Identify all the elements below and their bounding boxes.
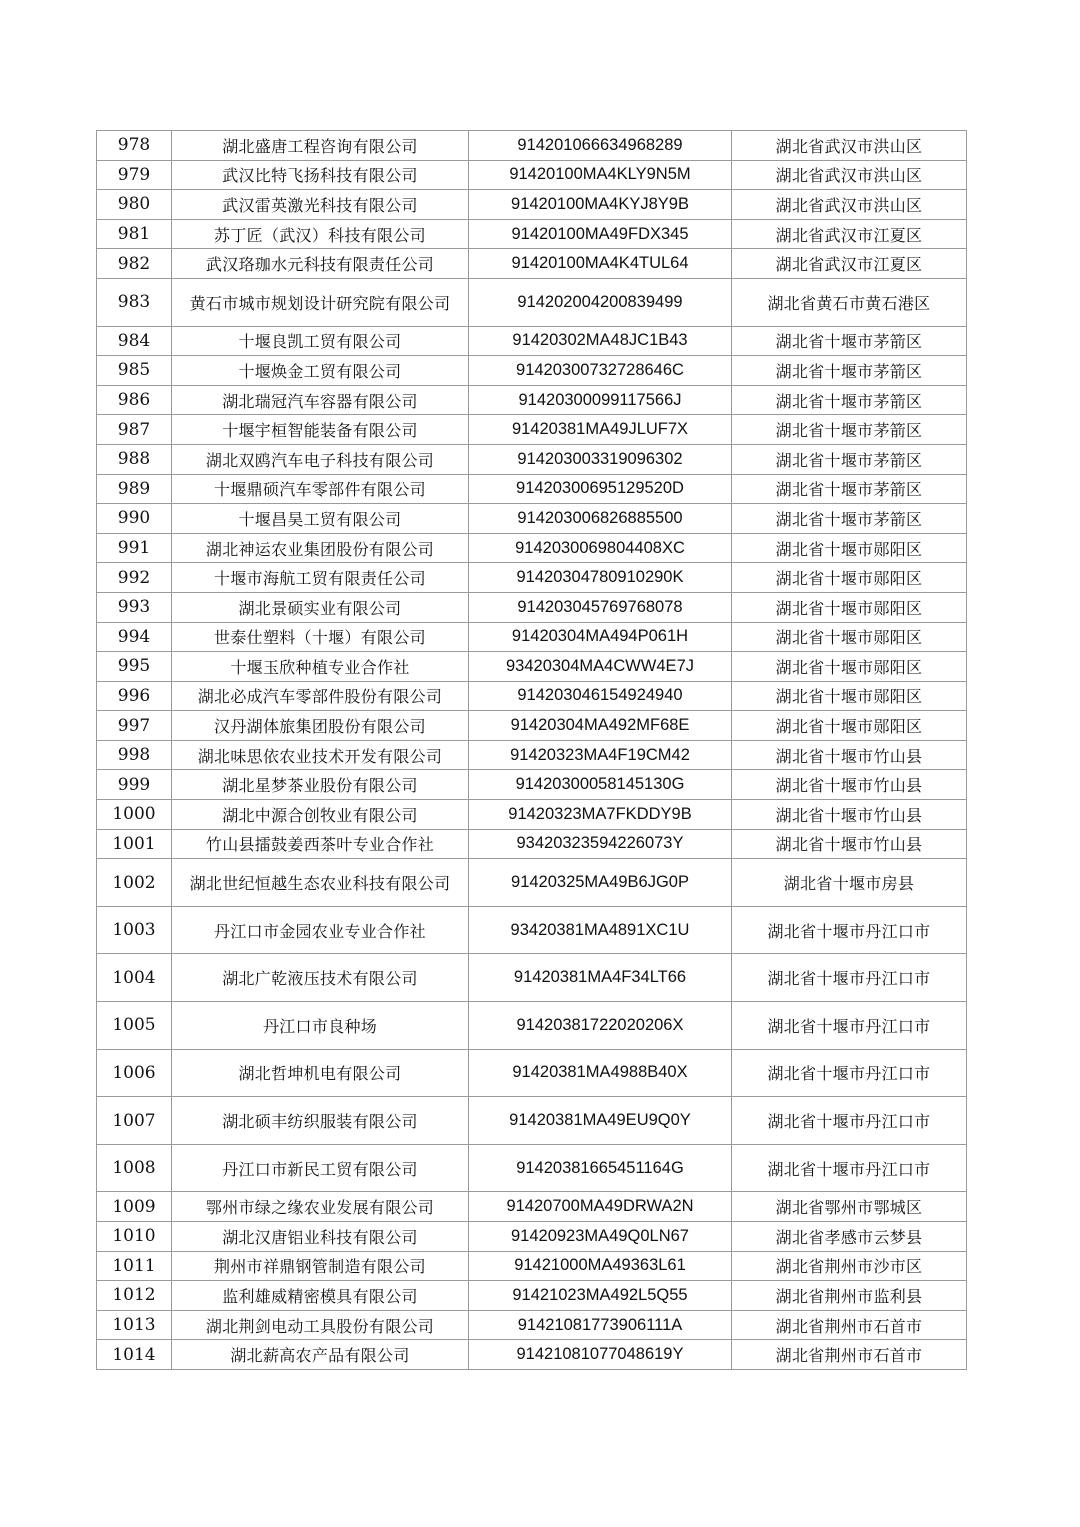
credit-code: 91420300058145130G xyxy=(469,770,732,800)
company-name: 十堰鼎硕汽车零部件有限公司 xyxy=(172,474,469,504)
row-number: 986 xyxy=(97,385,172,415)
company-name: 竹山县擂鼓姜西茶叶专业合作社 xyxy=(172,829,469,859)
table-row xyxy=(97,652,967,682)
company-name: 湖北世纪恒越生态农业科技有限公司 xyxy=(172,859,469,907)
company-address: 湖北省十堰市茅箭区 xyxy=(732,415,967,445)
company-name: 十堰良凯工贸有限公司 xyxy=(172,326,469,356)
company-address: 湖北省十堰市竹山县 xyxy=(732,829,967,859)
company-address: 湖北省十堰市竹山县 xyxy=(732,740,967,770)
company-address: 湖北省十堰市茅箭区 xyxy=(732,504,967,534)
table-row xyxy=(97,444,967,474)
company-name: 十堰市海航工贸有限责任公司 xyxy=(172,563,469,593)
company-name: 黄石市城市规划设计研究院有限公司 xyxy=(172,278,469,326)
row-number: 1004 xyxy=(97,954,172,1002)
company-address: 湖北省武汉市洪山区 xyxy=(732,131,967,161)
company-address: 湖北省十堰市竹山县 xyxy=(732,800,967,830)
row-number: 988 xyxy=(97,444,172,474)
table-row xyxy=(97,190,967,220)
credit-code: 91421081773906111A xyxy=(469,1310,732,1340)
table-row xyxy=(97,356,967,386)
table-row xyxy=(97,219,967,249)
company-name: 武汉比特飞扬科技有限公司 xyxy=(172,160,469,190)
credit-code: 91420381MA4988B40X xyxy=(469,1049,732,1097)
company-name: 武汉雷英激光科技有限公司 xyxy=(172,190,469,220)
credit-code: 91420381722020206X xyxy=(469,1002,732,1050)
credit-code: 91420100MA49FDX345 xyxy=(469,219,732,249)
table-row xyxy=(97,1002,967,1050)
company-address: 湖北省荆州市石首市 xyxy=(732,1310,967,1340)
company-address: 湖北省十堰市郧阳区 xyxy=(732,681,967,711)
company-address: 湖北省十堰市郧阳区 xyxy=(732,711,967,741)
credit-code: 91420381MA49EU9Q0Y xyxy=(469,1097,732,1145)
row-number: 1000 xyxy=(97,800,172,830)
company-name: 湖北盛唐工程咨询有限公司 xyxy=(172,131,469,161)
company-address: 湖北省十堰市郧阳区 xyxy=(732,533,967,563)
credit-code: 93420381MA4891XC1U xyxy=(469,906,732,954)
company-name: 湖北薪高农产品有限公司 xyxy=(172,1340,469,1370)
table-row xyxy=(97,859,967,907)
table-row xyxy=(97,1049,967,1097)
row-number: 994 xyxy=(97,622,172,652)
row-number: 1014 xyxy=(97,1340,172,1370)
table-row xyxy=(97,415,967,445)
credit-code: 91420300099117566J xyxy=(469,385,732,415)
company-address: 湖北省十堰市茅箭区 xyxy=(732,385,967,415)
company-name: 湖北味思依农业技术开发有限公司 xyxy=(172,740,469,770)
credit-code: 93420304MA4CWW4E7J xyxy=(469,652,732,682)
table-row xyxy=(97,800,967,830)
credit-code: 91420381MA4F34LT66 xyxy=(469,954,732,1002)
company-address: 湖北省十堰市丹江口市 xyxy=(732,1002,967,1050)
credit-code: 91420323MA7FKDDY9B xyxy=(469,800,732,830)
table-row xyxy=(97,533,967,563)
company-name: 丹江口市良种场 xyxy=(172,1002,469,1050)
row-number: 993 xyxy=(97,592,172,622)
company-address: 湖北省荆州市监利县 xyxy=(732,1281,967,1311)
company-name: 汉丹湖体旅集团股份有限公司 xyxy=(172,711,469,741)
table-row xyxy=(97,160,967,190)
row-number: 982 xyxy=(97,249,172,279)
table-row xyxy=(97,1310,967,1340)
company-address: 湖北省武汉市江夏区 xyxy=(732,219,967,249)
row-number: 983 xyxy=(97,278,172,326)
company-address: 湖北省十堰市竹山县 xyxy=(732,770,967,800)
table-row xyxy=(97,711,967,741)
credit-code: 914203003319096302 xyxy=(469,444,732,474)
table-row xyxy=(97,1097,967,1145)
credit-code: 9142030069804408XC xyxy=(469,533,732,563)
table-row xyxy=(97,249,967,279)
company-address: 湖北省十堰市郧阳区 xyxy=(732,622,967,652)
company-name: 湖北广乾液压技术有限公司 xyxy=(172,954,469,1002)
credit-code: 91421023MA492L5Q55 xyxy=(469,1281,732,1311)
company-address: 湖北省十堰市丹江口市 xyxy=(732,1097,967,1145)
company-table xyxy=(96,130,967,1370)
row-number: 1005 xyxy=(97,1002,172,1050)
row-number: 991 xyxy=(97,533,172,563)
credit-code: 914203045769768078 xyxy=(469,592,732,622)
row-number: 1011 xyxy=(97,1251,172,1281)
credit-code: 91420100MA4KLY9N5M xyxy=(469,160,732,190)
row-number: 978 xyxy=(97,131,172,161)
company-address: 湖北省十堰市房县 xyxy=(732,859,967,907)
table-row xyxy=(97,1340,967,1370)
company-name: 湖北星梦茶业股份有限公司 xyxy=(172,770,469,800)
credit-code: 91420325MA49B6JG0P xyxy=(469,859,732,907)
company-address: 湖北省十堰市茅箭区 xyxy=(732,326,967,356)
company-name: 十堰玉欣种植专业合作社 xyxy=(172,652,469,682)
credit-code: 914203046154924940 xyxy=(469,681,732,711)
company-name: 十堰昌昊工贸有限公司 xyxy=(172,504,469,534)
company-address: 湖北省十堰市郧阳区 xyxy=(732,652,967,682)
row-number: 984 xyxy=(97,326,172,356)
credit-code: 91420100MA4KYJ8Y9B xyxy=(469,190,732,220)
company-address: 湖北省黄石市黄石港区 xyxy=(732,278,967,326)
company-name: 湖北荆剑电动工具股份有限公司 xyxy=(172,1310,469,1340)
credit-code: 91421081077048619Y xyxy=(469,1340,732,1370)
row-number: 1008 xyxy=(97,1144,172,1192)
row-number: 985 xyxy=(97,356,172,386)
row-number: 980 xyxy=(97,190,172,220)
table-row xyxy=(97,622,967,652)
company-address: 湖北省鄂州市鄂城区 xyxy=(732,1192,967,1222)
company-address: 湖北省十堰市茅箭区 xyxy=(732,444,967,474)
table-row xyxy=(97,278,967,326)
row-number: 1007 xyxy=(97,1097,172,1145)
company-address: 湖北省武汉市洪山区 xyxy=(732,190,967,220)
company-name: 监利雄威精密模具有限公司 xyxy=(172,1281,469,1311)
company-table-body xyxy=(97,131,967,1370)
credit-code: 91420323MA4F19CM42 xyxy=(469,740,732,770)
row-number: 1013 xyxy=(97,1310,172,1340)
company-name: 湖北哲坤机电有限公司 xyxy=(172,1049,469,1097)
credit-code: 93420323594226073Y xyxy=(469,829,732,859)
company-address: 湖北省武汉市江夏区 xyxy=(732,249,967,279)
credit-code: 91420381665451164G xyxy=(469,1144,732,1192)
credit-code: 91420923MA49Q0LN67 xyxy=(469,1222,732,1252)
credit-code: 91420304MA492MF68E xyxy=(469,711,732,741)
row-number: 1009 xyxy=(97,1192,172,1222)
credit-code: 914203006826885500 xyxy=(469,504,732,534)
row-number: 992 xyxy=(97,563,172,593)
table-row xyxy=(97,740,967,770)
company-address: 湖北省十堰市丹江口市 xyxy=(732,1049,967,1097)
credit-code: 91420304780910290K xyxy=(469,563,732,593)
company-name: 湖北中源合创牧业有限公司 xyxy=(172,800,469,830)
company-address: 湖北省十堰市丹江口市 xyxy=(732,954,967,1002)
company-address: 湖北省武汉市洪山区 xyxy=(732,160,967,190)
table-row xyxy=(97,474,967,504)
credit-code: 91420300732728646C xyxy=(469,356,732,386)
credit-code: 91420700MA49DRWA2N xyxy=(469,1192,732,1222)
company-address: 湖北省十堰市丹江口市 xyxy=(732,906,967,954)
company-name: 荆州市祥鼎钢管制造有限公司 xyxy=(172,1251,469,1281)
credit-code: 91421000MA49363L61 xyxy=(469,1251,732,1281)
table-row xyxy=(97,681,967,711)
company-name: 湖北必成汽车零部件股份有限公司 xyxy=(172,681,469,711)
company-address: 湖北省十堰市郧阳区 xyxy=(732,563,967,593)
company-name: 湖北瑞冠汽车容器有限公司 xyxy=(172,385,469,415)
table-row xyxy=(97,954,967,1002)
table-row xyxy=(97,326,967,356)
row-number: 1010 xyxy=(97,1222,172,1252)
row-number: 1003 xyxy=(97,906,172,954)
table-row xyxy=(97,770,967,800)
row-number: 996 xyxy=(97,681,172,711)
company-address: 湖北省荆州市石首市 xyxy=(732,1340,967,1370)
row-number: 979 xyxy=(97,160,172,190)
credit-code: 91420300695129520D xyxy=(469,474,732,504)
row-number: 1001 xyxy=(97,829,172,859)
company-name: 湖北景硕实业有限公司 xyxy=(172,592,469,622)
row-number: 1012 xyxy=(97,1281,172,1311)
table-row xyxy=(97,829,967,859)
table-row xyxy=(97,1251,967,1281)
credit-code: 91420302MA48JC1B43 xyxy=(469,326,732,356)
company-address: 湖北省孝感市云梦县 xyxy=(732,1222,967,1252)
table-row xyxy=(97,1144,967,1192)
row-number: 990 xyxy=(97,504,172,534)
company-name: 丹江口市新民工贸有限公司 xyxy=(172,1144,469,1192)
company-address: 湖北省十堰市丹江口市 xyxy=(732,1144,967,1192)
table-row xyxy=(97,563,967,593)
company-name: 湖北神运农业集团股份有限公司 xyxy=(172,533,469,563)
row-number: 995 xyxy=(97,652,172,682)
company-name: 湖北双鸥汽车电子科技有限公司 xyxy=(172,444,469,474)
table-row xyxy=(97,504,967,534)
table-row xyxy=(97,592,967,622)
company-address: 湖北省十堰市郧阳区 xyxy=(732,592,967,622)
company-name: 武汉珞珈水元科技有限责任公司 xyxy=(172,249,469,279)
table-row xyxy=(97,1222,967,1252)
row-number: 989 xyxy=(97,474,172,504)
table-row xyxy=(97,1281,967,1311)
company-address: 湖北省十堰市茅箭区 xyxy=(732,474,967,504)
credit-code: 914202004200839499 xyxy=(469,278,732,326)
row-number: 1002 xyxy=(97,859,172,907)
company-address: 湖北省十堰市茅箭区 xyxy=(732,356,967,386)
row-number: 998 xyxy=(97,740,172,770)
company-name: 湖北硕丰纺织服装有限公司 xyxy=(172,1097,469,1145)
credit-code: 91420304MA494P061H xyxy=(469,622,732,652)
company-name: 湖北汉唐铝业科技有限公司 xyxy=(172,1222,469,1252)
company-name: 鄂州市绿之缘农业发展有限公司 xyxy=(172,1192,469,1222)
table-row xyxy=(97,906,967,954)
company-address: 湖北省荆州市沙市区 xyxy=(732,1251,967,1281)
row-number: 1006 xyxy=(97,1049,172,1097)
company-name: 丹江口市金园农业专业合作社 xyxy=(172,906,469,954)
company-name: 苏丁匠（武汉）科技有限公司 xyxy=(172,219,469,249)
company-name: 十堰焕金工贸有限公司 xyxy=(172,356,469,386)
row-number: 981 xyxy=(97,219,172,249)
row-number: 987 xyxy=(97,415,172,445)
company-name: 世泰仕塑料（十堰）有限公司 xyxy=(172,622,469,652)
row-number: 997 xyxy=(97,711,172,741)
credit-code: 914201066634968289 xyxy=(469,131,732,161)
credit-code: 91420100MA4K4TUL64 xyxy=(469,249,732,279)
table-row xyxy=(97,131,967,161)
company-name: 十堰宇桓智能装备有限公司 xyxy=(172,415,469,445)
row-number: 999 xyxy=(97,770,172,800)
table-row xyxy=(97,385,967,415)
credit-code: 91420381MA49JLUF7X xyxy=(469,415,732,445)
table-row xyxy=(97,1192,967,1222)
